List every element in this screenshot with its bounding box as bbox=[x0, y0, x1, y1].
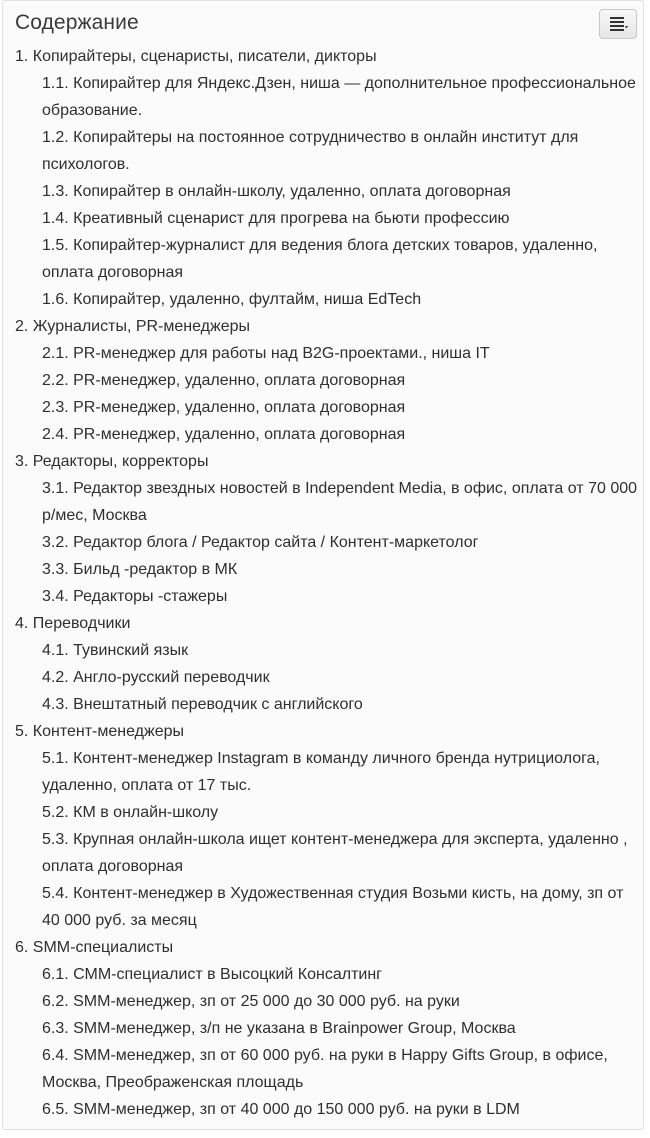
toc-subsection bbox=[42, 556, 641, 583]
toc-subsection-link[interactable]: 1.4. Креативный сценарист для прогрева на бьюти профессию bbox=[42, 210, 510, 227]
toc-subsection-link[interactable]: 3.3. Бильд -редактор в МК bbox=[42, 561, 238, 578]
toc-toggle-button[interactable] bbox=[599, 9, 637, 39]
toc-subsection bbox=[42, 745, 641, 799]
toc-subsection bbox=[42, 799, 641, 826]
toc-section-link[interactable]: 5. Контент-менеджеры bbox=[15, 723, 184, 740]
toc-subsection-list bbox=[13, 637, 641, 718]
toc-subsection-link[interactable]: 4.3. Внештатный переводчик с английского bbox=[42, 696, 363, 713]
toc-subsection bbox=[42, 205, 641, 232]
toc-subsection-link[interactable]: 2.1. PR-менеджер для работы над B2G-проектами., ниша IT bbox=[42, 345, 490, 362]
toc-subsection bbox=[42, 664, 641, 691]
toc-subsection-link[interactable]: 3.4. Редакторы -стажеры bbox=[42, 588, 228, 605]
toc-subsection bbox=[42, 340, 641, 367]
toc-subsection bbox=[42, 1096, 641, 1123]
table-of-contents bbox=[2, 0, 644, 1130]
toc-subsection-link[interactable]: 2.4. PR-менеджер, удаленно, оплата договорная bbox=[42, 426, 406, 443]
toc-title: Содержание bbox=[15, 11, 139, 34]
toc-subsection bbox=[42, 421, 641, 448]
list-toggle-icon bbox=[610, 17, 628, 31]
toc-subsection bbox=[42, 178, 641, 205]
toc-subsection-list bbox=[13, 961, 641, 1123]
toc-subsection bbox=[42, 583, 641, 610]
toc-subsection bbox=[42, 394, 641, 421]
toc-subsection-link[interactable]: 2.3. PR-менеджер, удаленно, оплата договорная bbox=[42, 399, 406, 416]
toc-subsection bbox=[42, 961, 641, 988]
toc-subsection-link[interactable]: 1.2. Копирайтеры на постоянное сотрудничество в онлайн институт для психологов. bbox=[42, 129, 579, 173]
toc-subsection-link[interactable]: 6.4. SMM-менеджер, зп от 60 000 руб. на руки в Happy Gifts Group, в офисе, Москва, Преображенская площадь bbox=[42, 1047, 608, 1091]
toc-list bbox=[13, 43, 641, 1123]
toc-subsection bbox=[42, 529, 641, 556]
toc-subsection bbox=[42, 988, 641, 1015]
toc-subsection-link[interactable]: 6.1. СММ-специалист в Высоцкий Консалтинг bbox=[42, 966, 383, 983]
toc-subsection bbox=[42, 1015, 641, 1042]
toc-subsection bbox=[42, 637, 641, 664]
toc-subsection bbox=[42, 691, 641, 718]
toc-subsection-link[interactable]: 1.1. Копирайтер для Яндекс.Дзен, ниша — дополнительное профессиональное образование. bbox=[42, 75, 636, 119]
toc-subsection-link[interactable]: 6.5. SMM-менеджер, зп от 40 000 до 150 000 руб. на руки в LDM bbox=[42, 1101, 520, 1118]
toc-subsection-link[interactable]: 4.1. Тувинский язык bbox=[42, 642, 189, 659]
toc-subsection bbox=[42, 475, 641, 529]
toc-subsection-list bbox=[13, 745, 641, 934]
toc-subsection-link[interactable]: 5.3. Крупная онлайн-школа ищет контент-менеджера для эксперта, удаленно , оплата договорная bbox=[42, 831, 628, 875]
toc-section-link[interactable]: 1. Копирайтеры, сценаристы, писатели, дикторы bbox=[15, 48, 377, 65]
toc-subsection bbox=[42, 286, 641, 313]
toc-subsection-link[interactable]: 1.5. Копирайтер-журналист для ведения блога детских товаров, удаленно, оплата договорная bbox=[42, 237, 598, 281]
toc-subsection-link[interactable]: 5.4. Контент-менеджер в Художественная студия Возьми кисть, на дому, зп от 40 000 руб. за месяц bbox=[42, 885, 624, 929]
toc-section bbox=[13, 718, 641, 934]
toc-subsection bbox=[42, 124, 641, 178]
toc-section bbox=[13, 934, 641, 1123]
toc-section-link[interactable]: 4. Переводчики bbox=[15, 615, 131, 632]
toc-subsection-link[interactable]: 5.2. КМ в онлайн-школу bbox=[42, 804, 219, 821]
toc-subsection-list bbox=[13, 475, 641, 610]
toc-section-link[interactable]: 3. Редакторы, корректоры bbox=[15, 453, 209, 470]
toc-subsection-link[interactable]: 1.6. Копирайтер, удаленно, фултайм, ниша EdTech bbox=[42, 291, 422, 308]
toc-section bbox=[13, 448, 641, 610]
toc-subsection bbox=[42, 232, 641, 286]
toc-section-link[interactable]: 2. Журналисты, PR-менеджеры bbox=[15, 318, 250, 335]
toc-subsection-link[interactable]: 2.2. PR-менеджер, удаленно, оплата договорная bbox=[42, 372, 406, 389]
toc-subsection-link[interactable]: 6.2. SMM-менеджер, зп от 25 000 до 30 000 руб. на руки bbox=[42, 993, 460, 1010]
toc-section-link[interactable]: 6. SMM-специалисты bbox=[15, 939, 174, 956]
toc-subsection-link[interactable]: 4.2. Англо-русский переводчик bbox=[42, 669, 270, 686]
toc-section bbox=[13, 43, 641, 313]
toc-subsection-link[interactable]: 1.3. Копирайтер в онлайн-школу, удаленно, оплата договорная bbox=[42, 183, 511, 200]
toc-subsection-link[interactable]: 6.3. SMM-менеджер, з/п не указана в Brainpower Group, Москва bbox=[42, 1020, 516, 1037]
toc-subsection-link[interactable]: 3.2. Редактор блога / Редактор сайта / Контент-маркетолог bbox=[42, 534, 479, 551]
toc-subsection bbox=[42, 826, 641, 880]
toc-subsection bbox=[42, 70, 641, 124]
toc-section bbox=[13, 313, 641, 448]
toc-subsection-list bbox=[13, 70, 641, 313]
toc-subsection-link[interactable]: 3.1. Редактор звездных новостей в Independent Media, в офис, оплата от 70 000 р/мес, Москва bbox=[42, 480, 638, 524]
toc-subsection-list bbox=[13, 340, 641, 448]
toc-subsection bbox=[42, 880, 641, 934]
toc-section bbox=[13, 610, 641, 718]
toc-subsection-link[interactable]: 5.1. Контент-менеджер Instagram в команду личного бренда нутрициолога, удаленно, оплата от 17 тыс. bbox=[42, 750, 600, 794]
toc-subsection bbox=[42, 1042, 641, 1096]
toc-subsection bbox=[42, 367, 641, 394]
